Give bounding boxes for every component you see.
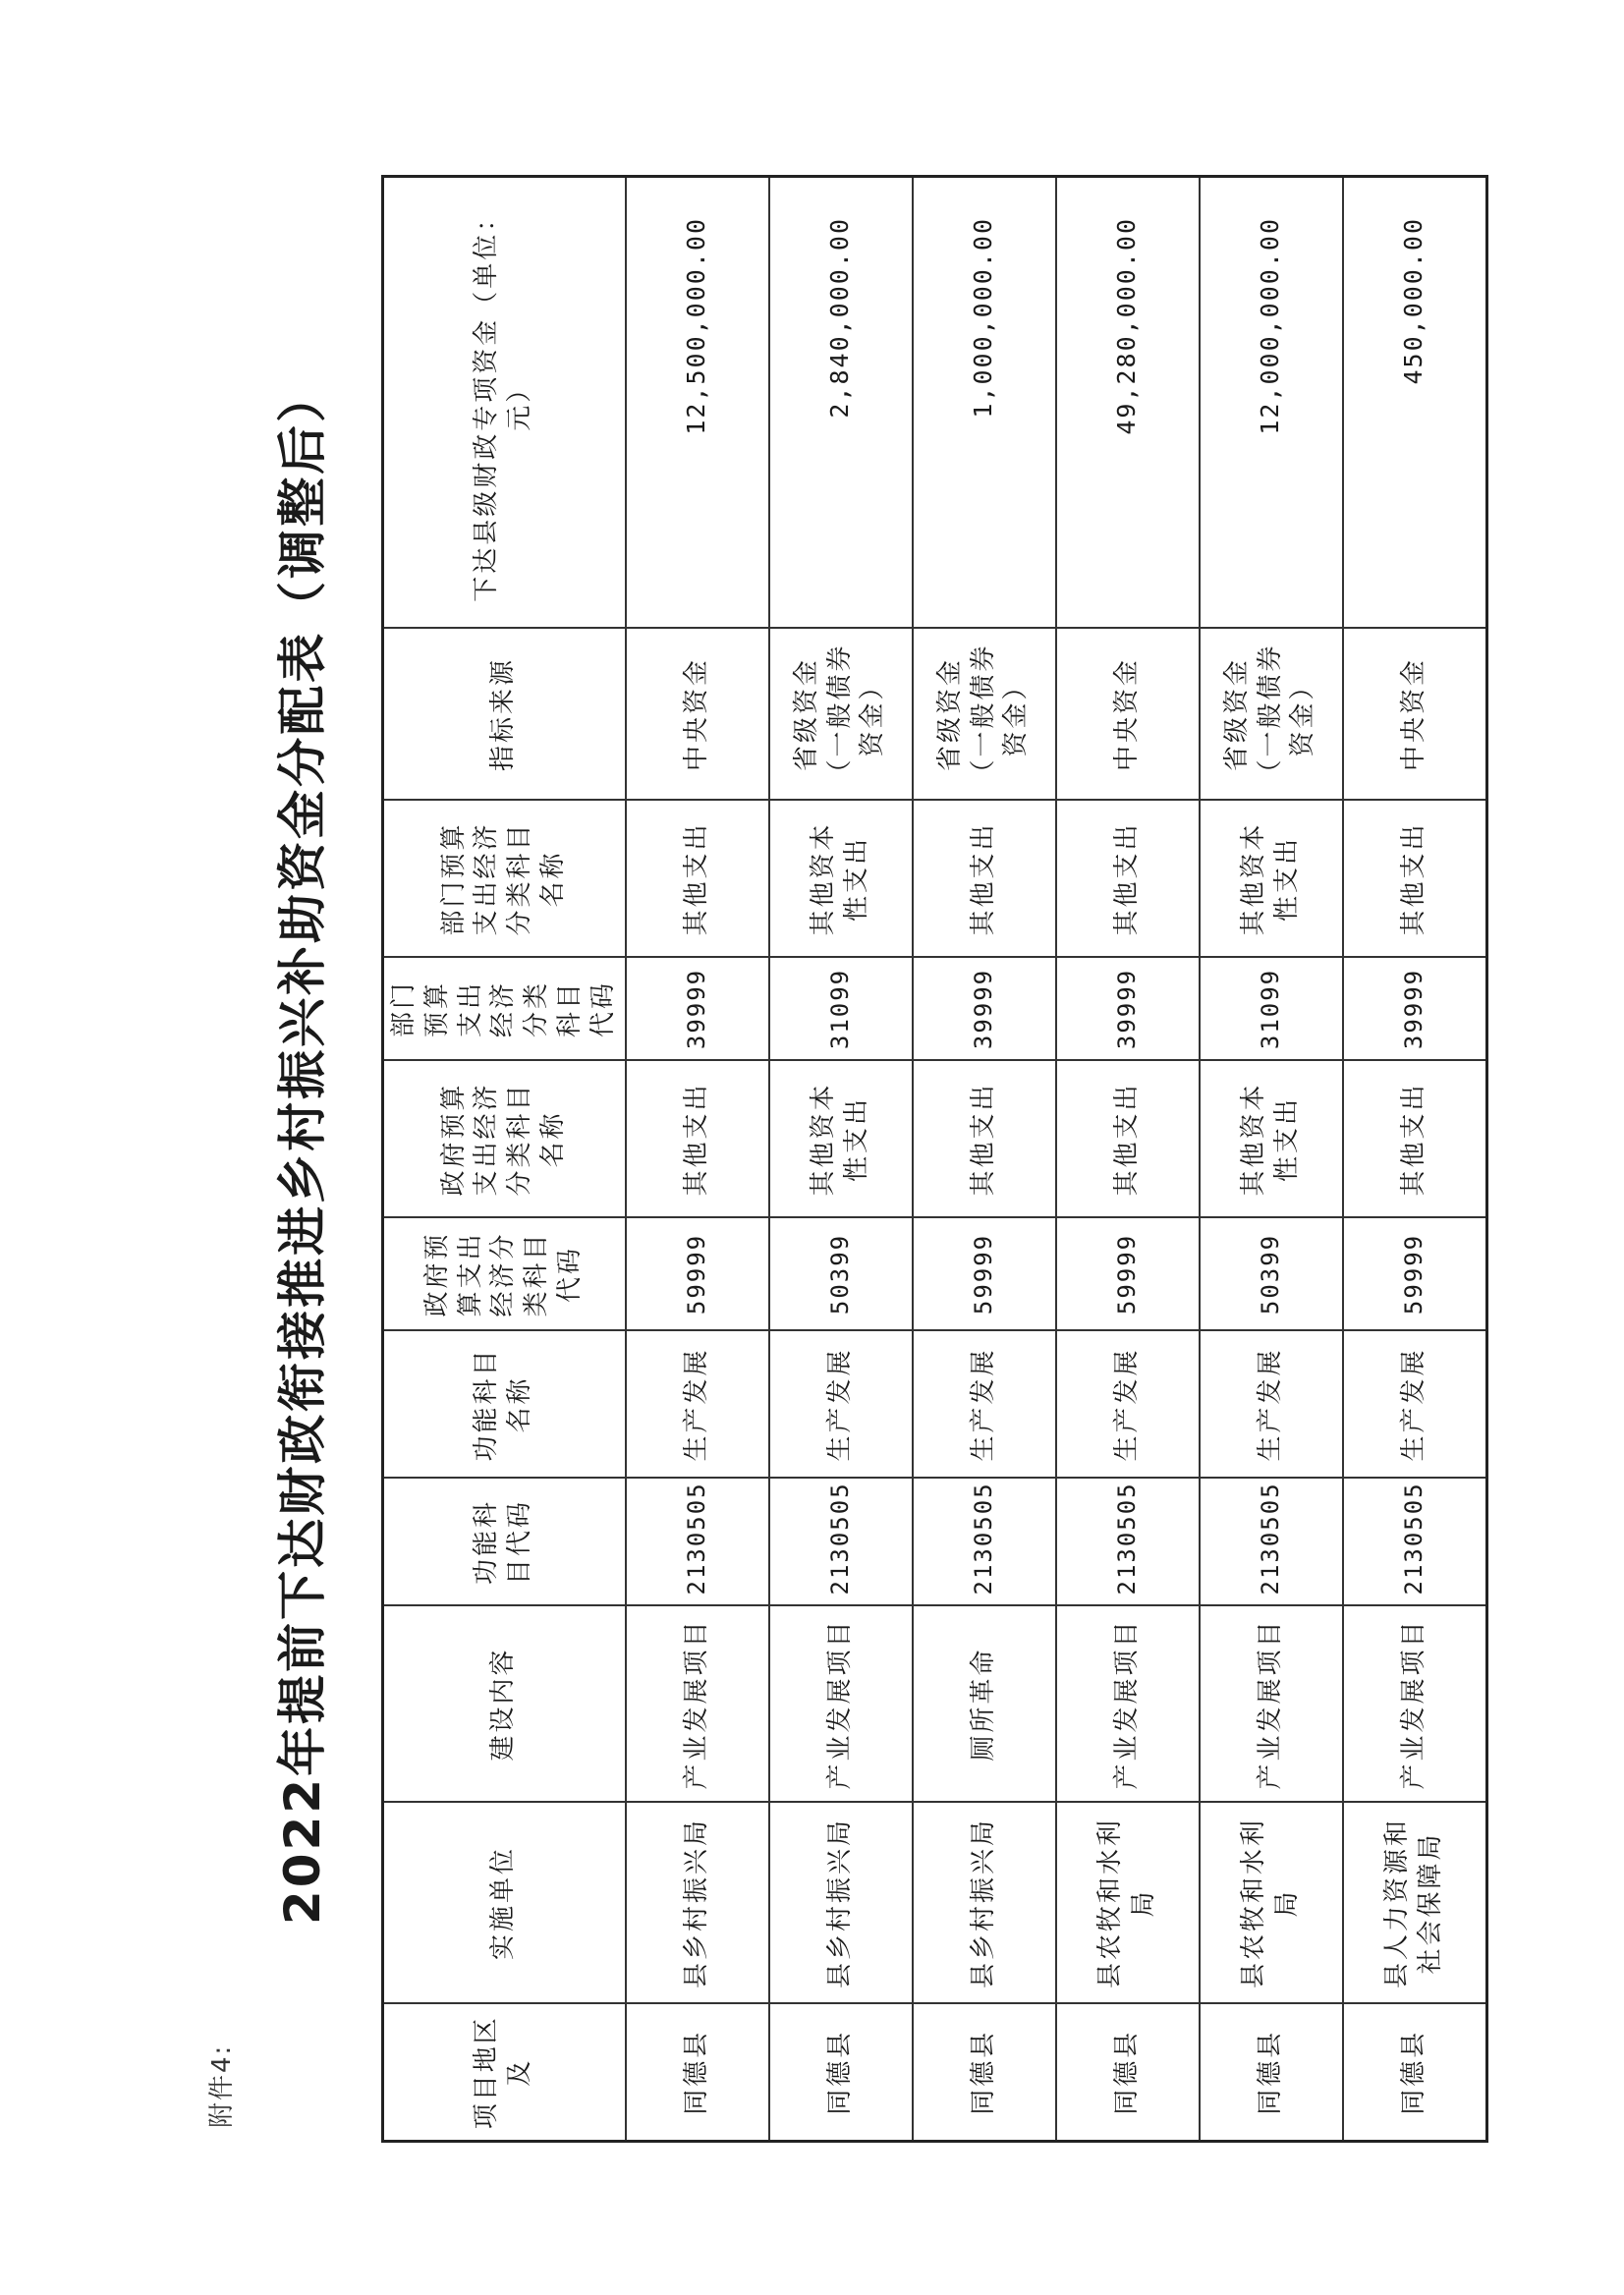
cell-source: 省级资金（一般债券资金）: [769, 629, 913, 801]
cell-dept-name: 其他支出: [1343, 801, 1487, 958]
cell-func-code: 2130505: [626, 1479, 769, 1606]
cell-dept-name: 其他支出: [626, 801, 769, 958]
cell-func-name: 生产发展: [1056, 1331, 1200, 1479]
cell-func-code: 2130505: [769, 1479, 913, 1606]
header-region: 项目地区及: [383, 2004, 626, 2142]
cell-content: 产业发展项目: [1343, 1606, 1487, 1803]
cell-dept-name: 其他支出: [1056, 801, 1200, 958]
cell-dept-code: 39999: [913, 958, 1056, 1061]
cell-func-code: 2130505: [1343, 1479, 1487, 1606]
cell-func-code: 2130505: [913, 1479, 1056, 1606]
cell-content: 产业发展项目: [1200, 1606, 1343, 1803]
table-row: [1200, 177, 1343, 2142]
cell-func-name: 生产发展: [769, 1331, 913, 1479]
cell-gov-name: 其他支出: [913, 1061, 1056, 1218]
table-row: [1343, 177, 1487, 2142]
cell-content: 产业发展项目: [626, 1606, 769, 1803]
cell-dept-code: 39999: [1056, 958, 1200, 1061]
header-func-code: 功能科目代码: [383, 1479, 626, 1606]
cell-gov-code: 59999: [1056, 1218, 1200, 1331]
header-dept-name: 部门预算支出经济分类科目名称: [383, 801, 626, 958]
cell-func-name: 生产发展: [913, 1331, 1056, 1479]
cell-amount: 1,000,000.00: [913, 177, 1056, 629]
header-unit: 实施单位: [383, 1803, 626, 2004]
cell-amount: 12,500,000.00: [626, 177, 769, 629]
cell-amount: 450,000.00: [1343, 177, 1487, 629]
cell-unit: 县人力资源和社会保障局: [1343, 1803, 1487, 2004]
cell-gov-name: 其他资本性支出: [769, 1061, 913, 1218]
cell-region: 同德县: [626, 2004, 769, 2142]
cell-gov-name: 其他支出: [1343, 1061, 1487, 1218]
cell-source: 省级资金（一般债券资金）: [913, 629, 1056, 801]
table-row: [626, 177, 769, 2142]
header-gov-code: 政府预算支出经济分类科目代码: [383, 1218, 626, 1331]
cell-gov-code: 50399: [769, 1218, 913, 1331]
cell-func-code: 2130505: [1200, 1479, 1343, 1606]
cell-gov-name: 其他支出: [1056, 1061, 1200, 1218]
cell-func-name: 生产发展: [1343, 1331, 1487, 1479]
cell-gov-code: 59999: [913, 1218, 1056, 1331]
cell-content: 产业发展项目: [1056, 1606, 1200, 1803]
cell-source: 中央资金: [1343, 629, 1487, 801]
header-dept-code: 部门预算支出经济分类科目代码: [383, 958, 626, 1061]
cell-content: 产业发展项目: [769, 1606, 913, 1803]
cell-gov-name: 其他资本性支出: [1200, 1061, 1343, 1218]
cell-gov-code: 50399: [1200, 1218, 1343, 1331]
allocation-table: [381, 175, 1488, 2143]
cell-dept-code: 39999: [1343, 958, 1487, 1061]
cell-func-name: 生产发展: [626, 1331, 769, 1479]
header-gov-name: 政府预算支出经济分类科目名称: [383, 1061, 626, 1218]
cell-dept-code: 39999: [626, 958, 769, 1061]
cell-region: 同德县: [913, 2004, 1056, 2142]
cell-source: 中央资金: [626, 629, 769, 801]
table-header-row: [383, 177, 626, 2142]
cell-dept-code: 31099: [769, 958, 913, 1061]
header-func-name: 功能科目名称: [383, 1331, 626, 1479]
cell-region: 同德县: [769, 2004, 913, 2142]
page-title: 2022年提前下达财政衔接推进乡村振兴补助资金分配表（调整后）: [274, 369, 331, 1926]
cell-region: 同德县: [1056, 2004, 1200, 2142]
header-content: 建设内容: [383, 1606, 626, 1803]
annex-label: 附件4:: [207, 2043, 237, 2128]
cell-unit: 县农牧和水利局: [1056, 1803, 1200, 2004]
cell-func-code: 2130505: [1056, 1479, 1200, 1606]
cell-dept-code: 31099: [1200, 958, 1343, 1061]
cell-region: 同德县: [1343, 2004, 1487, 2142]
header-source: 指标来源: [383, 629, 626, 801]
cell-dept-name: 其他资本性支出: [769, 801, 913, 958]
cell-unit: 县农牧和水利局: [1200, 1803, 1343, 2004]
cell-unit: 县乡村振兴局: [626, 1803, 769, 2004]
cell-amount: 2,840,000.00: [769, 177, 913, 629]
cell-func-name: 生产发展: [1200, 1331, 1343, 1479]
cell-dept-name: 其他支出: [913, 801, 1056, 958]
cell-unit: 县乡村振兴局: [769, 1803, 913, 2004]
table-row: [913, 177, 1056, 2142]
cell-unit: 县乡村振兴局: [913, 1803, 1056, 2004]
cell-region: 同德县: [1200, 2004, 1343, 2142]
cell-amount: 12,000,000.00: [1200, 177, 1343, 629]
cell-source: 中央资金: [1056, 629, 1200, 801]
cell-dept-name: 其他资本性支出: [1200, 801, 1343, 958]
table-row: [1056, 177, 1200, 2142]
cell-content: 厕所革命: [913, 1606, 1056, 1803]
cell-source: 省级资金（一般债券资金）: [1200, 629, 1343, 801]
cell-gov-name: 其他支出: [626, 1061, 769, 1218]
table-row: [769, 177, 913, 2142]
cell-gov-code: 59999: [1343, 1218, 1487, 1331]
header-amount: 下达县级财政专项资金（单位：元）: [383, 177, 626, 629]
cell-amount: 49,280,000.00: [1056, 177, 1200, 629]
cell-gov-code: 59999: [626, 1218, 769, 1331]
